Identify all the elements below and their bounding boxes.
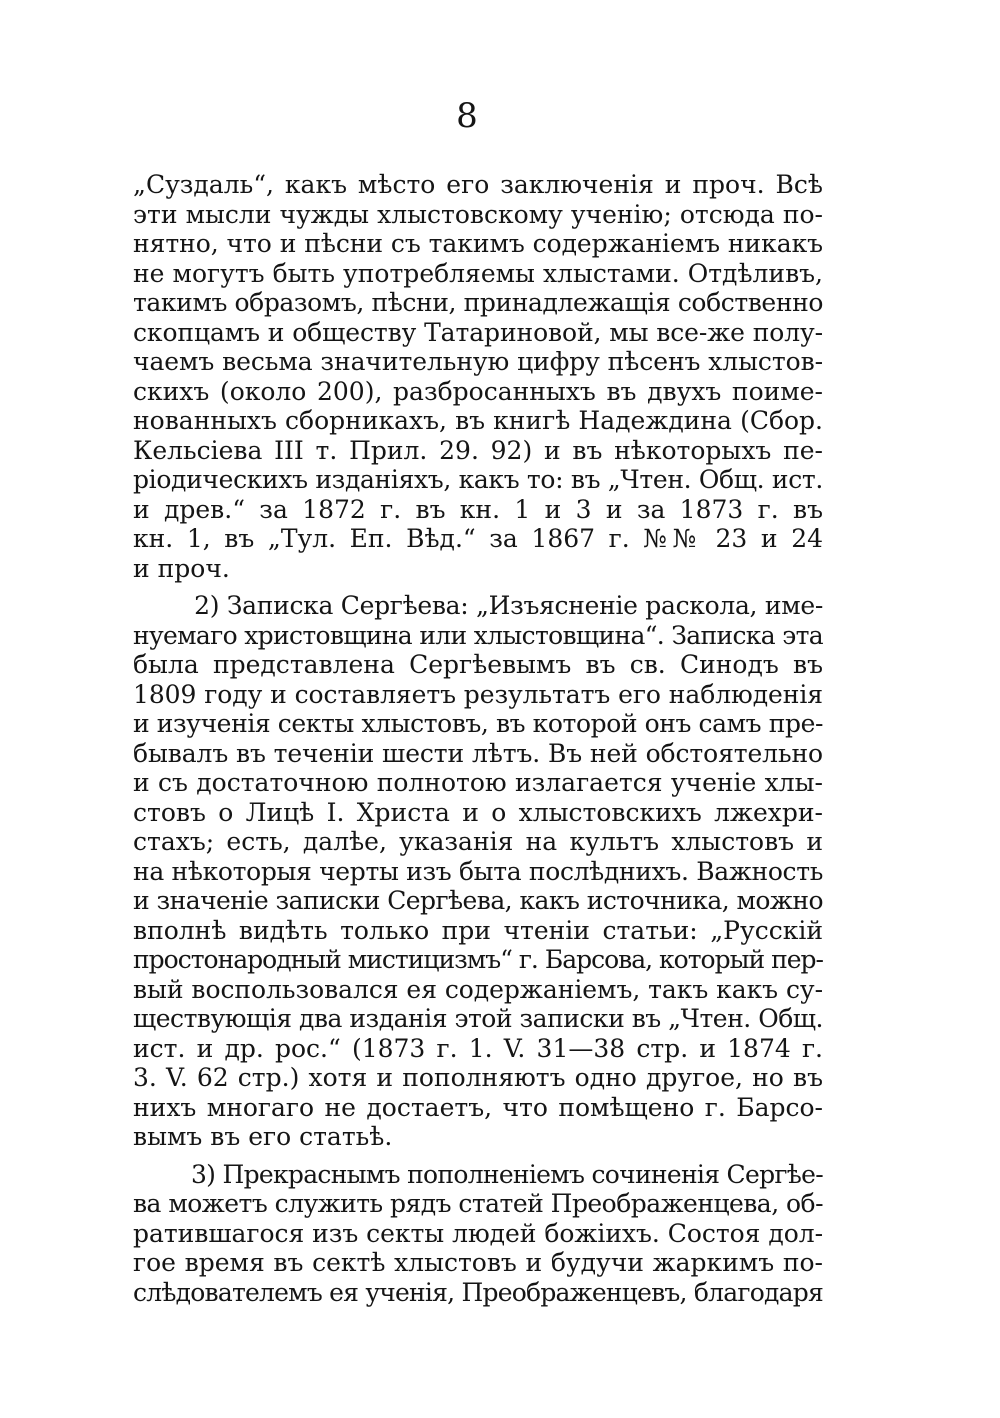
text-line: гое время въ сектѣ хлыстовъ и будучи жаркимъ по-	[133, 1248, 823, 1277]
paragraph-gap	[133, 1152, 823, 1160]
text-line: кн. 1, въ „Тул. Еп. Вѣд.“ за 1867 г. №№ 23 и 24	[133, 524, 823, 553]
text-line: 3. V. 62 стр.) хотя и пополняютъ одно другое, но въ	[133, 1063, 823, 1092]
text-line: стовъ о Лицѣ I. Христа и о хлыстовскихъ лжехри-	[133, 797, 823, 827]
text-line: и изученія секты хлыстовъ, въ которой онъ самъ пре-	[133, 709, 823, 738]
text-line: нятно, что и пѣсни съ такимъ содержаніемъ никакъ	[133, 229, 823, 258]
text-line: Кельсіева III т. Прил. 29. 92) и въ нѣкоторыхъ пе-	[133, 435, 823, 465]
text-line: 2) Записка Сергѣева: „Изъясненіе раскола, име-	[133, 591, 824, 620]
text-line: нихъ многаго не достаетъ, что помѣщено г. Барсо-	[133, 1092, 823, 1122]
text-line: нованныхъ сборникахъ, въ книгѣ Надеждина (Сбор.	[133, 406, 823, 435]
text-line: скопцамъ и обществу Татариновой, мы все-же полу-	[133, 317, 823, 347]
text-line: ист. и др. рос.“ (1873 г. 1. V. 31—38 стр. и 1874 г.	[133, 1033, 823, 1063]
paragraph-gap	[133, 583, 823, 591]
text-line: на нѣкоторыя черты изъ быта послѣднихъ. Важность	[133, 856, 823, 886]
text-line: бывалъ въ теченіи шести лѣтъ. Въ ней обстоятельно	[133, 738, 823, 768]
text-line: эти мысли чужды хлыстовскому ученію; отсюда по-	[133, 199, 823, 229]
text-line: вполнѣ видѣть только при чтеніи статьи: „Русскій	[133, 915, 823, 945]
text-line: „Суздаль“, какъ мѣсто его заключенія и проч. Всѣ	[133, 170, 823, 199]
text-line: и съ достаточною полнотою излагается ученіе хлы-	[133, 768, 823, 797]
text-line: ва можетъ служить рядъ статей Преображенцева, об-	[133, 1189, 823, 1218]
text-line: скихъ (около 200), разбросанныхъ въ двухъ поиме-	[133, 376, 823, 406]
text-line: и древ.“ за 1872 г. въ кн. 1 и 3 и за 1873 г. въ	[133, 494, 823, 524]
text-line: 3) Прекраснымъ пополненіемъ сочиненія Сергѣе-	[133, 1159, 823, 1189]
text-line: нуемаго христовщина или хлыстовщина“. Записка эта	[133, 620, 823, 650]
page-number: 8	[456, 96, 478, 136]
text-line: и значеніе записки Сергѣева, какъ источника, можно	[133, 886, 823, 915]
body-text	[133, 170, 823, 1307]
text-line: такимъ образомъ, пѣсни, принадлежащія собственно	[133, 288, 823, 317]
text-line: простонародный мистицизмъ“ г. Барсова, который пер-	[133, 945, 824, 974]
text-line: вымъ въ его статьѣ.	[133, 1122, 393, 1151]
text-line: не могутъ быть употребляемы хлыстами. Отдѣливъ,	[133, 258, 823, 288]
text-line: чаемъ весьма значительную цифру пѣсенъ хлыстов-	[133, 347, 823, 376]
text-line: 1809 году и составляетъ результатъ его наблюденія	[133, 679, 823, 709]
text-line: была представлена Сергѣевымъ въ св. Синодъ въ	[133, 650, 823, 679]
text-line: ріодическихъ изданіяхъ, какъ то: въ „Чтен. Общ. ист.	[133, 465, 823, 494]
text-line: стахъ; есть, далѣе, указанія на культъ хлыстовъ и	[133, 827, 823, 856]
text-line: ратившагося изъ секты людей божіихъ. Состоя дол-	[133, 1218, 823, 1248]
text-line: вый воспользовался ея содержаніемъ, такъ какъ су-	[133, 974, 823, 1004]
text-line: ществующія два изданія этой записки въ „Чтен. Общ.	[133, 1004, 823, 1033]
text-line: слѣдователемъ ея ученія, Преображенцевъ, благодаря	[133, 1277, 823, 1307]
text-line: и проч.	[133, 553, 230, 583]
